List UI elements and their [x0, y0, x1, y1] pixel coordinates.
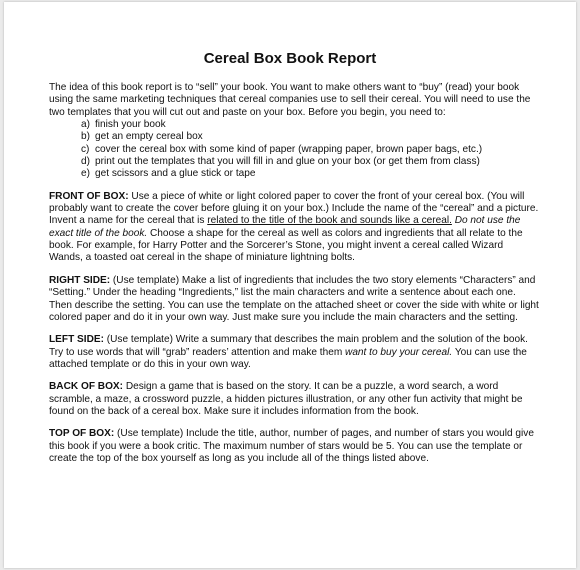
- list-marker: e): [81, 168, 90, 180]
- list-item: [81, 156, 539, 168]
- list-item-text: get an empty cereal box: [95, 131, 203, 143]
- underlined-text: related to the title of the book and sounds like a cereal.: [207, 215, 452, 227]
- list-item: [81, 131, 539, 143]
- list-item: [81, 119, 539, 131]
- left-side-section: [49, 334, 539, 371]
- list-item-text: get scissors and a glue stick or tape: [95, 168, 256, 180]
- section-text: (Use template) Write a summary that describes the main problem and the solution of the book. Try to use words that will “grab” readers’ attention and make them: [49, 334, 528, 358]
- list-item: [81, 144, 539, 156]
- list-marker: a): [81, 119, 90, 131]
- section-heading: TOP OF BOX:: [49, 428, 115, 440]
- document-title: Cereal Box Book Report: [203, 50, 377, 67]
- section-text: (Use template) Include the title, author, number of pages, and number of stars you would give this book if you were a book critic. The maximum number of stars would be 5. You can use the template or create the top of the box yourself as long as you include all of the things listed above.: [49, 428, 534, 464]
- section-heading: BACK OF BOX:: [49, 381, 124, 393]
- list-marker: b): [81, 131, 90, 143]
- checklist: [81, 119, 539, 181]
- section-heading: FRONT OF BOX:: [49, 190, 129, 202]
- list-marker: c): [81, 143, 90, 155]
- section-heading: LEFT SIDE:: [49, 334, 104, 346]
- italic-text: want to buy your cereal.: [345, 346, 453, 358]
- list-item: [81, 168, 539, 180]
- italic-text: Do not use the exact title of the book.: [49, 215, 521, 239]
- document-body: [49, 50, 539, 465]
- list-marker: d): [81, 156, 90, 168]
- section-text: Design a game that is based on the story. It can be a puzzle, a word search, a word scramble, a maze, a crossword puzzle, a hidden pictures illustration, or any other fun activity that might be found on the back of a cereal box. Make sure it includes information from the book.: [49, 381, 523, 417]
- list-item-text: finish your book: [95, 119, 166, 131]
- section-text: You can use the attached template or do this in your own way.: [49, 346, 527, 370]
- back-of-box-section: [49, 381, 539, 418]
- front-of-box-section: [49, 191, 539, 265]
- section-text: (Use template) Make a list of ingredients that includes the two story elements “Characters” and “Setting.” Under the heading “Ingredients,” list the main characters and write a sentence about each one. Then describe the setting. You can use the template on the attached sheet or cover the side with white or light colored paper and do it in your own way. Just make sure you include the main characters and the setting.: [49, 274, 539, 323]
- section-heading: RIGHT SIDE:: [49, 274, 111, 286]
- right-side-section: [49, 275, 539, 324]
- document-page: [4, 2, 576, 568]
- section-text: Choose a shape for the cereal as well as colors and ingredients that all relate to the book. For example, for Harry Potter and the Sorcerer’s Stone, you might invent a cereal called Wizard Wands, a toasted oat cereal in the shape of miniature lightning bolts.: [49, 227, 523, 264]
- list-item-text: cover the cereal box with some kind of paper (wrapping paper, brown paper bags, etc.): [95, 143, 483, 155]
- section-text: Use a piece of white or light colored paper to cover the front of your cereal box. (You will probably want to create the cover before gluing it on your box.) Include the name of the “cereal” and a picture. Invent a name for the cereal that is: [49, 190, 539, 227]
- list-item-text: print out the templates that you will fill in and glue on your box (or get them from class): [95, 156, 480, 168]
- intro-paragraph: The idea of this book report is to “sell” your book. You want to make others want to “buy” (read) your book using the same marketing techniques that cereal companies use to sell their cereal. You will need to use the two templates that you will cut out and paste on your box. Before you begin, you need to:: [49, 82, 531, 118]
- top-of-box-section: [49, 428, 539, 465]
